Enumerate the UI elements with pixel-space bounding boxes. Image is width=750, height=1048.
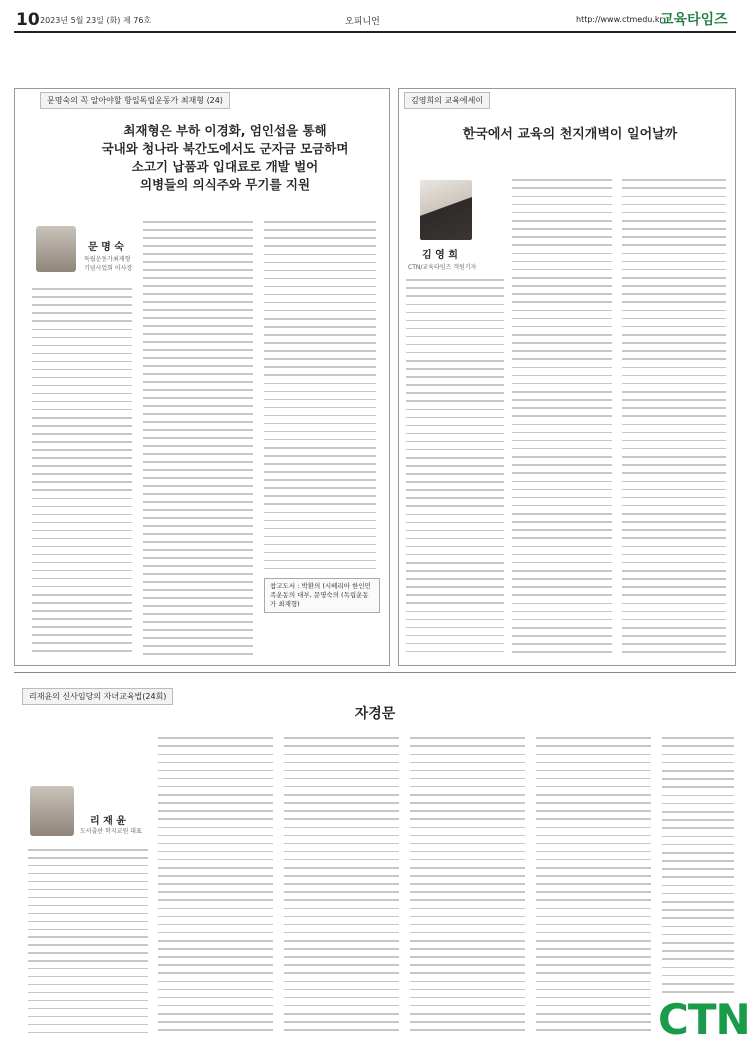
body-column-1 — [28, 846, 148, 1036]
body-column-4 — [410, 734, 525, 1034]
author-photo — [30, 786, 74, 836]
reference-note: 참고도서 : 박환의 (시베리아 한인민족운동의 대부, 문명숙의 (독립운동가 최재형) — [264, 578, 380, 613]
author-name: 김 영 희 — [422, 250, 458, 261]
body-column-5 — [536, 734, 651, 1034]
column-tag: 문명숙의 꼭 알아야할 항일독립운동가 최재형 ⟨24⟩ — [40, 92, 230, 109]
header-rule — [14, 31, 736, 33]
title-line: 의병들의 의식주와 무기를 지원 — [139, 177, 311, 193]
title-line: 최재형은 부하 이경화, 엄인섭을 통해 — [123, 123, 327, 138]
bottom-divider — [14, 672, 736, 673]
body-column-2 — [512, 176, 612, 656]
author-role: 도서출판 학지교원 대표 — [80, 828, 142, 835]
masthead-logo: 교육타임즈 — [660, 12, 728, 28]
article-title — [95, 122, 355, 195]
author-name: 리 재 윤 — [90, 816, 126, 827]
body-column-2 — [143, 218, 253, 658]
body-column-3 — [622, 176, 726, 656]
article-title: 자경문 — [354, 706, 396, 722]
author-role: 독립운동가최재형 기념사업회 이사장 — [84, 256, 133, 272]
author-name: 문 명 숙 — [88, 242, 124, 253]
section-title: 오피니언 — [345, 17, 380, 27]
site-url[interactable]: http://www.ctmedu.kr — [576, 15, 663, 24]
page-number: 10 — [16, 10, 40, 30]
body-column-3 — [264, 218, 376, 573]
ctn-logo: CTN — [658, 995, 750, 1044]
author-photo — [36, 226, 76, 272]
article-title: 한국에서 교육의 천지개벽이 일어날까 — [462, 127, 678, 142]
author-role: CTN/교육타임즈 객원기자 — [408, 264, 477, 271]
title-line: 소고기 납품과 입대료로 개발 벌어 — [131, 159, 319, 175]
body-column-1 — [406, 276, 504, 656]
title-line: 국내와 청나라 북간도에서도 군자금 모금하며 — [101, 141, 349, 157]
column-tag: 리재윤의 신사임당의 자녀교육법(24회) — [22, 688, 173, 705]
body-column-6 — [662, 734, 734, 996]
body-column-2 — [158, 734, 273, 1034]
body-column-1 — [32, 285, 132, 655]
issue-date: 2023년 5월 23일 (화) 제 76호 — [40, 16, 152, 25]
body-column-3 — [284, 734, 399, 1034]
column-tag: 김영희의 교육에세이 — [404, 92, 490, 109]
author-photo — [420, 180, 472, 240]
